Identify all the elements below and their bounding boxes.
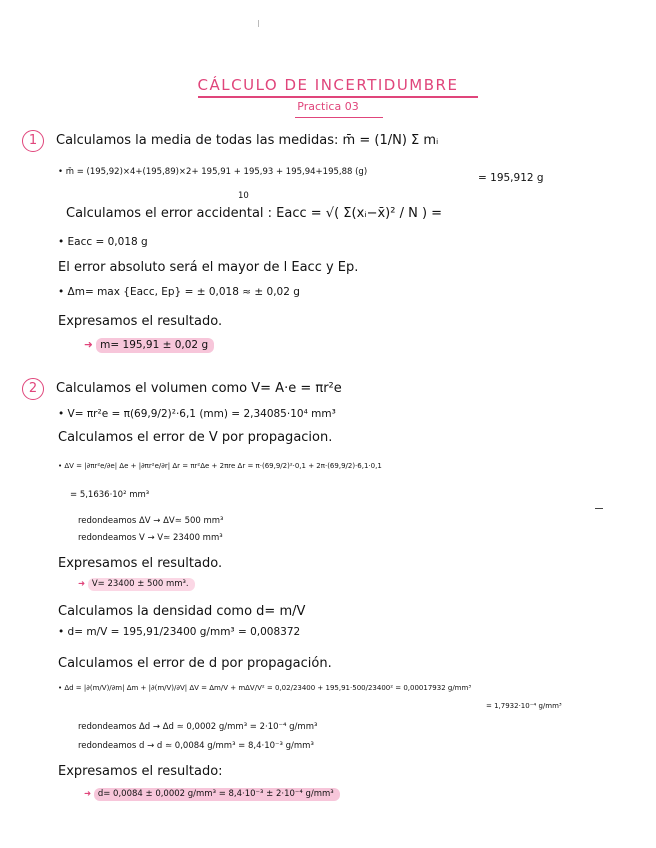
arrow-icon: ➜	[84, 789, 92, 799]
express-result-1: Expresamos el resultado.	[58, 314, 223, 329]
final-volume-result	[78, 579, 195, 589]
title-underline	[198, 96, 478, 98]
error-d-sci: = 1,7932·10⁻⁴ g/mm³	[486, 702, 562, 710]
section-1-number: 1	[22, 130, 44, 152]
section-2-number: 2	[22, 378, 44, 400]
page-mark	[258, 20, 259, 27]
mean-result: = 195,912 g	[478, 172, 544, 184]
final-mass-result	[84, 339, 214, 351]
round-dd: redondeamos Δd → Δd ≃ 0,0002 g/mm³ = 2·10⁻⁴ g/mm³	[78, 722, 318, 732]
stray-dash	[595, 508, 603, 509]
final-density-result	[84, 789, 340, 799]
arrow-icon: ➜	[84, 339, 93, 351]
density-heading: Calculamos la densidad como d= m/V	[58, 604, 306, 619]
express-result-3: Expresamos el resultado:	[58, 764, 223, 779]
round-v: redondeamos V → V≃ 23400 mm³	[78, 533, 223, 543]
page-title: CÁLCULO DE INCERTIDUMBRE	[197, 76, 459, 94]
mean-denominator: 10	[238, 191, 249, 201]
error-v-value: = 5,1636·10² mm³	[70, 490, 150, 500]
abs-error-value: • Δm= max {Eacc, Ep} = ± 0,018 ≈ ± 0,02 g	[58, 286, 300, 298]
acc-error-heading: Calculamos el error accidental : Eacc = √( Σ(xᵢ−x̄)² / N ) =	[66, 206, 443, 221]
volume-heading: Calculamos el volumen como V= A·e = πr²e	[56, 381, 342, 396]
express-result-2: Expresamos el resultado.	[58, 556, 223, 571]
mass-result-text: m= 195,91 ± 0,02 g	[96, 338, 214, 353]
mean-formula: • m̄ = (195,92)×4+(195,89)×2+ 195,91 + 195,93 + 195,94+195,88 (g)	[58, 167, 368, 177]
subtitle-underline	[295, 117, 383, 118]
abs-error-heading: El error absoluto será el mayor de l Eacc y Ep.	[58, 260, 359, 275]
density-result-text: d= 0,0084 ± 0,0002 g/mm³ = 8,4·10⁻³ ± 2·10⁻⁴ g/mm³	[94, 788, 340, 801]
round-dv: redondeamos ΔV → ΔV≃ 500 mm³	[78, 516, 224, 526]
mean-heading: Calculamos la media de todas las medidas: m̄ = (1/N) Σ mᵢ	[56, 133, 439, 148]
error-v-heading: Calculamos el error de V por propagacion.	[58, 430, 333, 445]
arrow-icon: ➜	[78, 579, 86, 589]
round-d: redondeamos d → d ≃ 0,0084 g/mm³ = 8,4·10⁻³ g/mm³	[78, 741, 314, 751]
density-value: • d= m/V = 195,91/23400 g/mm³ = 0,008372	[58, 626, 301, 638]
volume-result-text: V= 23400 ± 500 mm³.	[88, 578, 195, 591]
page-subtitle: Practica 03	[297, 100, 359, 113]
volume-formula: • V= πr²e = π(69,9/2)²·6,1 (mm) = 2,34085·10⁴ mm³	[58, 408, 336, 420]
error-v-formula: • ΔV = |∂πr²e/∂e| Δe + |∂πr²e/∂r| Δr = πr²Δe + 2πre Δr = π·(69,9/2)²·0,1 + 2π·(69,9/2)·6,1·0,1	[58, 462, 382, 470]
error-d-heading: Calculamos el error de d por propagación.	[58, 656, 332, 671]
error-d-formula: • Δd = |∂(m/V)/∂m| Δm + |∂(m/V)/∂V| ΔV = Δm/V + mΔV/V² = 0,02/23400 + 195,91·500/23400² = 0,00017932 g/mm³	[58, 684, 472, 692]
acc-error-value: • Eacc = 0,018 g	[58, 236, 148, 248]
